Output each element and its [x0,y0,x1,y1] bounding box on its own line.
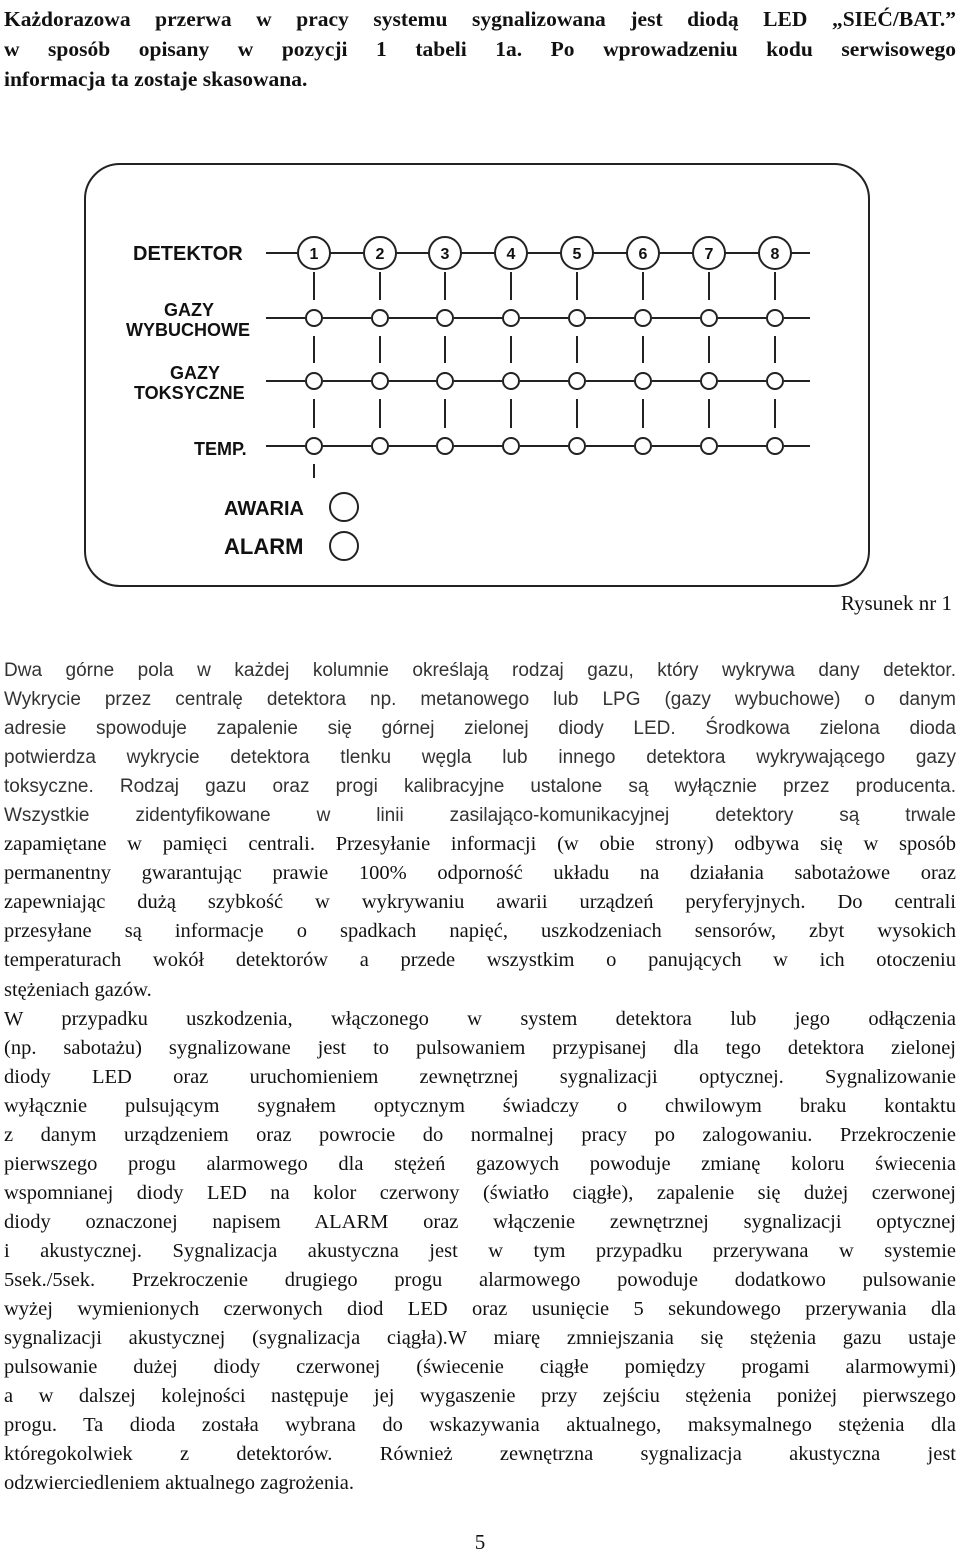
led-grid [266,272,810,478]
led-toxic-4 [503,373,519,389]
detector-number: 4 [506,246,516,263]
intro-line: Każdorazowa przerwa w pracy systemu sygnalizowana jest diodą LED „SIEĆ/BAT.” [4,7,956,31]
led-temp-4 [503,438,519,454]
detector-number: 6 [638,246,648,263]
detector-number: 8 [770,246,780,263]
led-temp-1 [306,438,322,454]
figure-caption: Rysunek nr 1 [840,591,952,615]
body-line: 5sek./5sek. Przekroczenie drugiego progu alarmowego powoduje dodatkowo pulsowanie [4,1268,956,1291]
body-line: i akustycznej. Sygnalizacja akustyczna jest w tym przypadku przerywana w systemie [4,1239,956,1262]
body-line: któregokolwiek z detektorów. Również zewnętrzna sygnalizacja akustyczna jest [4,1443,956,1466]
led-temp-3 [437,438,453,454]
explosive-label-2: WYBUCHOWE [126,320,250,340]
led-explosive-6 [635,310,651,326]
led-temp-7 [701,438,717,454]
detector-label: DETEKTOR [133,243,243,265]
body-line: W przypadku uszkodzenia, włączonego w system detektora lub jego odłączenia [4,1007,956,1030]
temp-label: TEMP. [194,439,247,459]
body-line: temperaturach wokół detektorów a przede wszystkim o panujących w ich otoczeniu [4,949,956,972]
body-line: odzwierciedleniem aktualnego zagrożenia. [4,1472,355,1495]
led-explosive-2 [372,310,388,326]
led-toxic-1 [306,373,322,389]
led-explosive-8 [767,310,783,326]
led-temp-6 [635,438,651,454]
body-line: zapamiętane w pamięci centrali. Przesyłanie informacji (w obie strony) odbywa się w sposób [4,833,956,856]
led-toxic-6 [635,373,651,389]
led-explosive-7 [701,310,717,326]
body-line: wyżej wymienionych czerwonych diod LED oraz usunięcie 5 sekundowego przerywania dla [4,1298,956,1321]
body-line: (np. sabotażu) sygnalizowane jest to pulsowaniem przypisanej dla tego detektora zielonej [4,1036,956,1059]
detector-numbers [310,246,780,263]
led-toxic-5 [569,373,585,389]
body-line: zapewniając dużą szybkość w wykrywaniu awarii urządzeń peryferyjnych. Do centrali [4,891,956,914]
body-line: pierwszego progu alarmowego dla stężeń gazowych powoduje zmianę koloru świecenia [4,1152,956,1175]
body-line: wyłącznie pulsującym sygnałem optycznym świadczy o chwilowym braku kontaktu [4,1094,956,1117]
body-line: przesyłane są informacje o spadkach napięć, uszkodzeniach sensorów, zbyt wysokich [4,920,956,943]
led-panel-diagram [0,0,960,600]
led-temp-2 [372,438,388,454]
body-line: progu. Ta dioda została wybrana do wskazywania aktualnego, maksymalnego stężenia dla [4,1414,956,1437]
toxic-label-2: TOKSYCZNE [134,383,245,403]
body-line: adresie spowoduje zapalenie się górnej zielonej diody LED. Środkowa zielona dioda [4,718,956,740]
detector-number: 1 [309,246,319,263]
body-line: z danym urządzeniem oraz powrocie do normalnej pracy po zalogowaniu. Przekroczenie [4,1123,956,1146]
awaria-label: AWARIA [224,498,304,520]
intro-line: informacja ta zostaje skasowana. [4,67,308,91]
awaria-led [330,493,358,521]
intro-line: w sposób opisany w pozycji 1 tabeli 1a. Po wprowadzeniu kodu serwisowego [4,37,956,61]
detector-number: 7 [704,246,714,263]
detector-number: 5 [572,246,582,263]
body-line: sygnalizacji akustycznej (sygnalizacja ciągła).W miarę zmniejszania się stężenia gazu ustaje [4,1327,956,1350]
led-explosive-4 [503,310,519,326]
body-line: toksyczne. Rodzaj gazu oraz progi kalibracyjne ustalone są wyłącznie przez producenta. [4,776,956,798]
page-number: 5 [474,1530,486,1554]
body-line: Wykrycie przez centralę detektora np. metanowego lub LPG (gazy wybuchowe) o danym [4,689,956,711]
body-paragraphs [4,656,956,1498]
body-line: stężeniach gazów. [4,978,152,1001]
body-line: Wszystkie zidentyfikowane w linii zasilająco-komunikacyjnej detektory są trwale [4,805,956,827]
toxic-label-1: GAZY [170,363,221,383]
body-line: Dwa górne pola w każdej kolumnie określają rodzaj gazu, który wykrywa dany detektor. [4,660,956,681]
explosive-label-1: GAZY [164,300,215,320]
body-line: permanentny gwarantując prawie 100% odporność układu na działania sabotażowe oraz [4,862,956,885]
led-explosive-5 [569,310,585,326]
detector-number: 2 [375,246,385,263]
body-line: wspomnianej diody LED na kolor czerwony (światło ciągłe), zapalenie się dużej czerwonej [4,1181,956,1204]
led-toxic-2 [372,373,388,389]
led-explosive-1 [306,310,322,326]
alarm-led [330,532,358,560]
body-line: potwierdza wykrycie detektora tlenku węgla lub innego detektora wykrywającego gazy [4,747,956,769]
detector-row-connectors [266,237,810,269]
body-line: diody LED oraz uruchomieniem zewnętrznej sygnalizacji optycznej. Sygnalizowanie [4,1065,956,1088]
led-temp-5 [569,438,585,454]
led-toxic-8 [767,373,783,389]
body-line: a w dalszej kolejności następuje jej wygaszenie przy zejściu stężenia poniżej pierwszego [4,1385,956,1408]
body-line: pulsowanie dużej diody czerwonej (świecenie ciągłe pomiędzy progami alarmowymi) [4,1356,956,1379]
led-toxic-3 [437,373,453,389]
led-panel-figure [84,163,870,587]
led-explosive-3 [437,310,453,326]
alarm-label: ALARM [224,534,304,559]
led-toxic-7 [701,373,717,389]
led-temp-8 [767,438,783,454]
body-line: diody oznaczonej napisem ALARM oraz włączenie zewnętrznej sygnalizacji optycznej [4,1210,956,1233]
detector-number: 3 [440,246,450,263]
